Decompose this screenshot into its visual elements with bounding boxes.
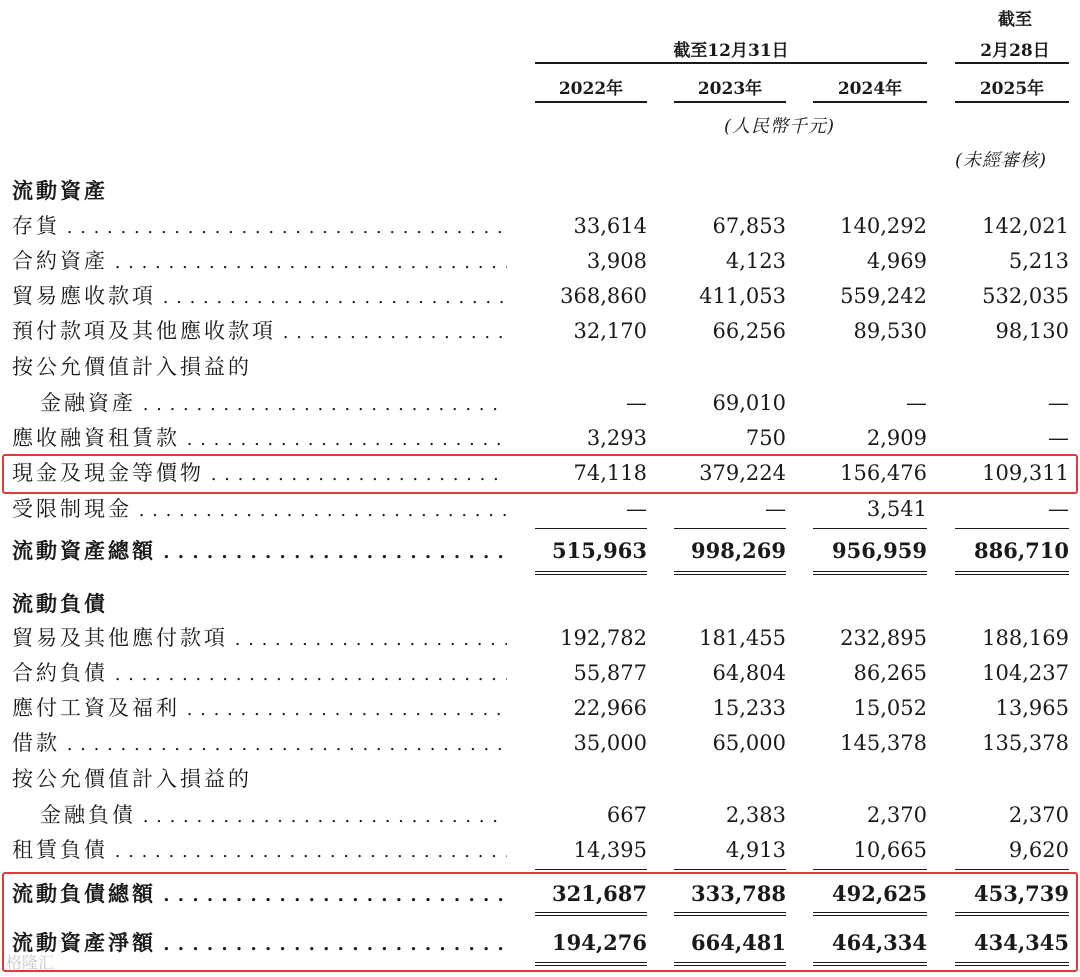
cell-2023: 4,123 [725,249,786,273]
cell-2023: 64,804 [712,661,786,685]
cell-2025: 142,021 [982,214,1069,238]
row-label: 金融資產 . . . [40,386,507,421]
cell-2023: — [765,497,786,521]
cell-2023: 67,853 [712,214,786,238]
subtotal-rule [955,869,1069,870]
total-double-rule [674,571,786,575]
row-label: 應收融資租賃款 . . . [12,421,507,456]
cell-2022: 194,276 [552,930,647,955]
cell-2022: 321,687 [552,881,647,906]
cell-2024: 145,378 [840,731,927,755]
cell-2024: 4,969 [866,249,927,273]
row-label: 預付款項及其他應收款項 . . . [12,314,507,349]
cell-2023: 750 [745,426,786,450]
cell-2024: 156,476 [840,461,927,485]
cell-2024: 3,541 [866,497,927,521]
cell-2025: — [1048,426,1069,450]
cell-2023: 664,481 [691,930,786,955]
table-row [0,350,1080,385]
total-double-rule [813,962,927,966]
row-label: 現金及現金等價物 . . . [12,456,507,491]
cell-2024: 559,242 [840,284,927,308]
cell-2022: 14,395 [573,838,647,862]
cell-2024: 15,052 [853,696,927,720]
cell-2023: 379,224 [699,461,786,485]
table-row [0,726,1080,761]
cell-2024: 89,530 [853,319,927,343]
subtotal-rule [813,528,927,529]
unit-label: (人民幣千元) [724,116,836,137]
cell-2023: 2,383 [725,803,786,827]
table-row [0,244,1080,279]
cell-2022: 515,963 [552,538,647,563]
subtotal-rule [535,869,647,870]
cell-2025: 434,345 [974,930,1069,955]
total-double-rule [955,962,1069,966]
cell-2024: 2,909 [866,426,927,450]
table-row [0,386,1080,421]
subtotal-rule [813,869,927,870]
row-label: 按公允價值計入損益的 [12,767,252,791]
cell-2022: — [626,497,647,521]
cell-2023: 66,256 [712,319,786,343]
total-double-rule [535,912,647,916]
row-label: 受限制現金 . . . [12,492,507,527]
row-label: 合約負債 . . . [12,656,507,691]
header-year-2023: 2023年 [697,79,763,99]
cell-2022: 74,118 [573,461,647,485]
unaudited-label: (未經審核) [955,150,1048,171]
total-double-rule [535,962,647,966]
cell-2025: 532,035 [982,284,1069,308]
section-current-assets [0,173,1080,208]
cell-2022: 3,293 [586,426,647,450]
table-row [0,314,1080,349]
cell-2023: 333,788 [691,881,786,906]
year-rule-2023 [674,101,786,103]
total-double-rule [813,912,927,916]
row-label: 流動資產淨額 . . . [12,925,507,960]
header-year-2024: 2024年 [837,79,903,99]
cell-2022: 3,908 [586,249,647,273]
total-row [0,533,1080,568]
row-label: 流動資產總額 . . . [12,533,507,568]
table-row [0,833,1080,868]
header-as-at-top: 截至 [998,10,1032,30]
table-row [0,621,1080,656]
subtotal-rule [674,528,786,529]
subtotal-rule [674,869,786,870]
cell-2023: 15,233 [712,696,786,720]
cell-2025: — [1048,391,1069,415]
cell-2023: 4,913 [725,838,786,862]
total-double-rule [535,571,647,575]
cell-2024: 2,370 [866,803,927,827]
table-row [0,279,1080,314]
cell-2022: 667 [606,803,647,827]
cell-2025: 886,710 [974,538,1069,563]
watermark: 格隆汇 [6,953,55,972]
cell-2022: 368,860 [560,284,647,308]
section-current-liabilities [0,586,1080,621]
cell-2022: 35,000 [573,731,647,755]
total-double-rule [813,571,927,575]
cell-2025: 2,370 [1008,803,1069,827]
header-date-rule [955,62,1069,64]
subtotal-rule [955,528,1069,529]
row-label: 存貨 . . . [12,209,507,244]
year-rule-2022 [535,101,647,103]
cell-2024: 464,334 [832,930,927,955]
cell-2022: 22,966 [573,696,647,720]
row-label: 按公允價值計入損益的 [12,355,252,379]
table-row [0,762,1080,797]
cell-2025: 188,169 [982,626,1069,650]
year-rule-2025 [955,101,1069,103]
table-row [0,492,1080,527]
year-rule-2024 [813,101,927,103]
header-group-label: 截至12月31日 [673,41,789,61]
cell-2024: 492,625 [832,881,927,906]
cell-2022: 55,877 [573,661,647,685]
header-year-2022: 2022年 [558,79,624,99]
subtotal-rule [535,528,647,529]
section-title: 流動資產 [12,178,108,203]
cell-2025: 98,130 [995,319,1069,343]
row-label: 借款 . . . [12,726,507,761]
cell-2024: 140,292 [840,214,927,238]
total-double-rule [955,571,1069,575]
cell-2023: 998,269 [691,538,786,563]
cell-2024: 86,265 [853,661,927,685]
cell-2023: 181,455 [699,626,786,650]
cell-2025: 453,739 [974,881,1069,906]
cell-2024: 956,959 [832,538,927,563]
net-current-assets-row [0,925,1080,960]
table-row [0,421,1080,456]
header-as-at-date: 2月28日 [980,41,1050,61]
cell-2025: 13,965 [995,696,1069,720]
row-label: 貿易應收款項 . . . [12,279,507,314]
table-row [0,691,1080,726]
row-label: 應付工資及福利 . . . [12,691,507,726]
cell-2025: 135,378 [982,731,1069,755]
section-title: 流動負債 [12,591,108,616]
cell-2025: — [1048,497,1069,521]
cell-2025: 109,311 [982,461,1069,485]
row-label: 租賃負債 . . . [12,833,507,868]
cell-2022: 192,782 [560,626,647,650]
cell-2024: — [906,391,927,415]
cell-2025: 5,213 [1008,249,1069,273]
cell-2023: 411,053 [699,284,786,308]
cell-2023: 65,000 [712,731,786,755]
row-label: 金融負債 . . . [40,798,507,833]
cell-2022: 33,614 [573,214,647,238]
total-double-rule [674,962,786,966]
total-double-rule [955,912,1069,916]
total-double-rule [674,912,786,916]
header-group-rule [535,62,927,64]
cell-2022: 32,170 [573,319,647,343]
cell-2024: 10,665 [853,838,927,862]
cell-2023: 69,010 [712,391,786,415]
total-row [0,876,1080,911]
header-year-2025: 2025年 [979,79,1045,99]
table-row [0,209,1080,244]
cell-2022: — [626,391,647,415]
row-label: 流動負債總額 . . . [12,876,507,911]
table-row [0,656,1080,691]
row-label: 合約資產 . . . [12,244,507,279]
row-label: 貿易及其他應付款項 . . . [12,621,507,656]
table-row [0,798,1080,833]
cell-2024: 232,895 [840,626,927,650]
cell-2025: 9,620 [1008,838,1069,862]
cell-2025: 104,237 [982,661,1069,685]
table-row [0,456,1080,491]
